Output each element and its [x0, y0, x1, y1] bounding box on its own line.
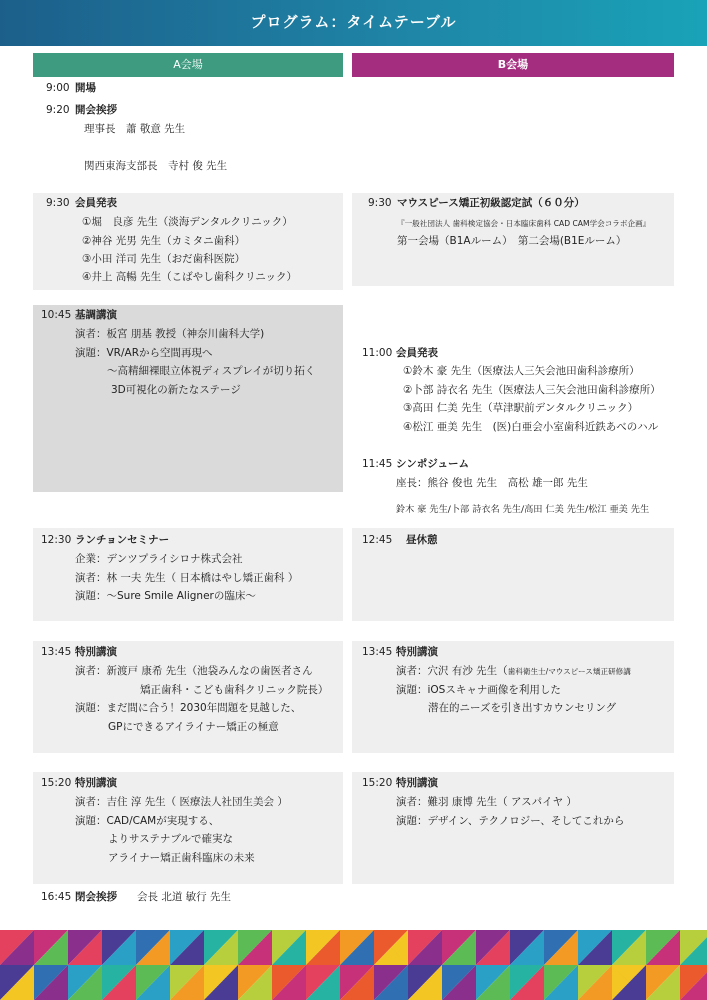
time-b-1145: 11:45 [362, 458, 393, 470]
presenter-a-0930-3: ③小田 洋司 先生（おだ歯科医院） [82, 253, 246, 265]
title-b-0930: マウスピース矯正初級認定試（６０分） [397, 197, 585, 209]
title-a-0920: 開会挨拶 [75, 104, 117, 116]
title-b-1345: 特別講演 [396, 646, 438, 658]
detail-a-1045-1: 演者：板宮 朋基 教授（神奈川歯科大学) [75, 328, 265, 340]
detail-b-0930-1: 『一般社団法人 歯科検定協会・日本臨床歯科 CAD CAM学会コラボ企画』 [397, 219, 651, 228]
detail-a-1045-3: 〜高精細裸眼立体視ディスプレイが切り拓く [107, 365, 316, 377]
triangle-pattern [0, 930, 707, 1000]
title-a-1645: 閉会挨拶 [75, 891, 117, 903]
detail-b-0930-2: 第一会場（B1Aルーム） 第二会場(B1Eルーム） [397, 235, 627, 247]
decorative-banner [0, 930, 707, 1000]
presenter-b-1100-2: ②卜部 詩衣名 先生（医療法人三矢会池田歯科診療所） [403, 384, 661, 396]
title-a-1520: 特別講演 [75, 777, 117, 789]
title-b-1100: 会員発表 [396, 347, 438, 359]
detail-a-1230-2: 演者：林 一夫 先生（ 日本橋はやし矯正歯科 ） [75, 572, 299, 584]
detail-a-1230-3: 演題：〜Sure Smile Alignerの臨床〜 [75, 590, 256, 602]
venue-b-header: B会場 [352, 53, 674, 77]
detail-a-1345-3: 演題：まだ間に合う！2030年問題を見越した、 [75, 702, 302, 714]
session-box-b-1245 [352, 528, 674, 621]
detail-b-1145-2: 鈴木 豪 先生/卜部 詩衣名 先生/高田 仁美 先生/松江 亜美 先生 [396, 504, 650, 515]
detail-a-1045-4: 3D可視化の新たなステージ [111, 384, 241, 396]
detail-a-1230-1: 企業：デンツプライシロナ株式会社 [75, 553, 243, 565]
detail-b-1345-1-role: 歯科衛生士/マウスピース矯正研修講 [507, 667, 631, 676]
presenter-a-0930-2: ②神谷 光男 先生（カミタニ歯科） [82, 235, 246, 247]
time-b-1245: 12:45 [362, 534, 393, 546]
detail-a-1645-1: 会長 北道 敏行 先生 [137, 891, 232, 903]
presenter-a-0930-4: ④井上 高暢 先生（こばやし歯科クリニック） [82, 271, 297, 283]
presenter-b-1100-3: ③高田 仁美 先生（草津駅前デンタルクリニック） [403, 402, 639, 414]
time-a-1520: 15:20 [41, 777, 72, 789]
title-b-1145: シンポジューム [396, 458, 470, 470]
speaker-a-0920-1: 理事長 蕭 敬意 先生 [84, 123, 186, 135]
detail-a-1345-4: GPにできるアイライナー矯正の極意 [108, 721, 279, 733]
detail-a-1520-3: よりサステナブルで確実な [108, 833, 233, 845]
title-a-1045: 基調講演 [75, 309, 117, 321]
title-a-0930: 会員発表 [75, 197, 117, 209]
time-a-1230: 12:30 [41, 534, 72, 546]
detail-b-1345-1-main: 演者：穴沢 有沙 先生（ [396, 665, 508, 677]
title-b-1520: 特別講演 [396, 777, 438, 789]
detail-a-1520-1: 演者：吉住 淳 先生（ 医療法人社団生美会 ） [75, 796, 288, 808]
time-a-0900: 9:00 [46, 82, 70, 94]
detail-b-1345-3: 潜在的ニーズを引き出すカウンセリング [428, 702, 617, 714]
detail-b-1145-1: 座長：熊谷 俊也 先生 高松 雄一郎 先生 [396, 477, 588, 489]
detail-a-1345-1: 演者：新渡戸 康希 先生（池袋みんなの歯医者さん [75, 665, 313, 677]
time-b-1100: 11:00 [362, 347, 393, 359]
time-a-1645: 16:45 [41, 891, 72, 903]
page-title: プログラム：タイムテーブル [0, 0, 707, 46]
speaker-a-0920-2: 関西東海支部長 寺村 俊 先生 [84, 160, 228, 172]
detail-a-1520-2: 演題：CAD/CAMが実現する、 [75, 815, 220, 827]
time-b-1520: 15:20 [362, 777, 393, 789]
detail-a-1345-2: 矯正歯科・こども歯科クリニック院長） [140, 684, 329, 696]
title-a-0900: 開場 [75, 82, 96, 94]
time-b-1345: 13:45 [362, 646, 393, 658]
time-a-1345: 13:45 [41, 646, 72, 658]
detail-a-1520-4: アライナー矯正歯科臨床の未来 [108, 852, 255, 864]
detail-b-1345-2: 演題：iOSスキャナ画像を利用した [396, 684, 561, 696]
presenter-b-1100-4: ④松江 亜美 先生 (医)白亜会小室歯科近鉄あべのハル [403, 421, 659, 433]
title-a-1230: ランチョンセミナー [75, 534, 170, 546]
detail-b-1520-1: 演者：難羽 康博 先生（ アスパイヤ ） [396, 796, 577, 808]
detail-b-1520-2: 演題：デザイン、テクノロジー、そしてこれから [396, 815, 625, 827]
time-b-0930: 9:30 [368, 197, 392, 209]
detail-b-1345-1 [396, 664, 631, 679]
title-b-1245: 昼休憩 [406, 534, 438, 546]
detail-a-1045-2: 演題：VR/ARから空間再現へ [75, 347, 213, 359]
time-a-0930: 9:30 [46, 197, 70, 209]
presenter-a-0930-1: ①堀 良彦 先生（淡海デンタルクリニック） [82, 216, 293, 228]
presenter-b-1100-1: ①鈴木 豪 先生（医療法人三矢会池田歯科診療所） [403, 365, 640, 377]
time-a-0920: 9:20 [46, 104, 70, 116]
title-a-1345: 特別講演 [75, 646, 117, 658]
venue-a-header: A会場 [33, 53, 343, 77]
time-a-1045: 10:45 [41, 309, 72, 321]
